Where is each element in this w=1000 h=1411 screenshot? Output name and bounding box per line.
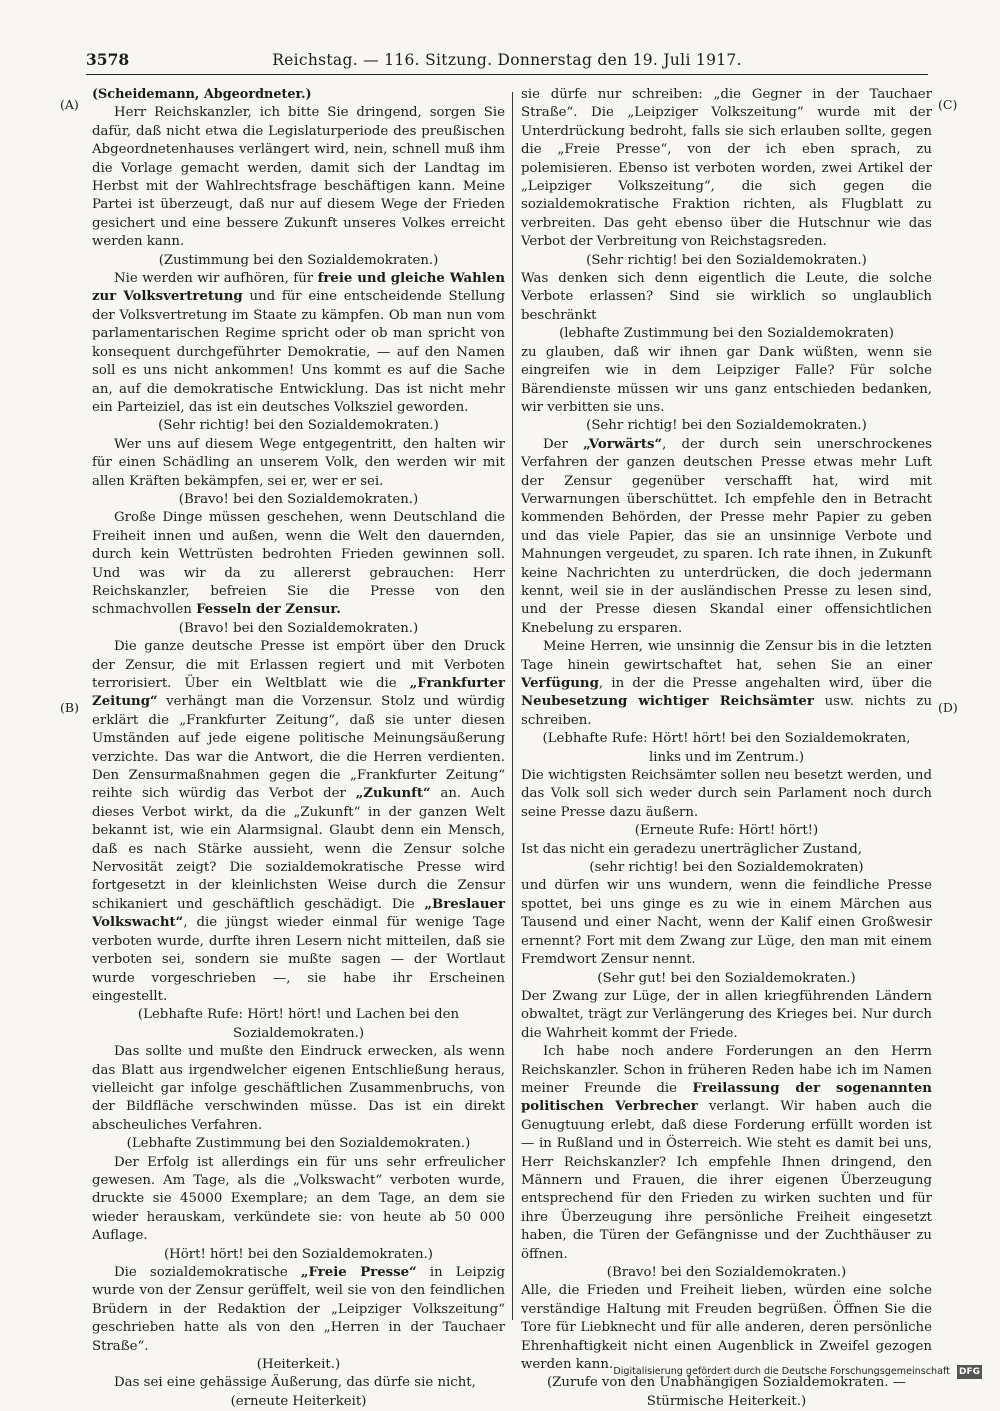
- paragraph: Große Dinge müssen geschehen, wenn Deutschland die Freiheit innen und außen, wenn die Welt den dauernden, durch kein Wettrüsten bedrohten Frieden gewinnen soll. Und was wir da zu allererst gebrauchen: Herr Reichskanzler, befreien Sie die Presse von den schmachvollen Fesseln der Zensur.: [92, 510, 505, 618]
- emphasis: „Frankfurter Zeitung“: [92, 676, 505, 710]
- emphasis: „Zukunft“: [355, 786, 431, 802]
- paragraph: Die wichtigsten Reichsämter sollen neu besetzt werden, und das Volk soll sich weder durch sein Parlament noch durch seine Presse dazu äußern.: [521, 768, 932, 820]
- margin-marker-d: (D): [938, 700, 958, 715]
- paragraph: Meine Herren, wie unsinnig die Zensur bis in die letzten Tage hinein gewirtschaftet hat, sehen Sie an einer Verfügung, in der die Presse angehalten wird, über die Neubesetzung wichtiger Reichsämter usw. nichts zu schreiben.: [521, 639, 933, 728]
- interjection: (Bravo! bei den Sozialdemokraten.): [178, 620, 419, 636]
- paragraph: Nie werden wir aufhören, für freie und gleiche Wahlen zur Volksvertretung und für eine entscheidende Stellung der Volksvertretung im Staate zu kämpfen. Ob man nun vom parlamentarischen Regime spricht oder ob man spricht von konsequent durchgeführter Demokratie, — auf den Namen soll es uns nicht ankommen! Uns kommt es auf die Sache an, auf die demokratische Entwicklung. Das ist nicht mehr ein Parteiziel, das ist ein deutsches Volksziel geworden.: [92, 271, 505, 415]
- emphasis: Verfügung: [521, 676, 599, 691]
- interjection: (sehr richtig! bei den Sozialdemokraten): [589, 860, 864, 876]
- emphasis: Neubesetzung wichtiger Reichsämter: [521, 694, 814, 710]
- interjection: (Sehr richtig! bei den Sozialdemokraten.): [586, 252, 867, 268]
- page-title: Reichstag. — 116. Sitzung. Donnerstag den 19. Juli 1917.: [272, 51, 742, 69]
- interjection: Sozialdemokraten.): [232, 1025, 365, 1041]
- paragraph: zu glauben, daß wir ihnen gar Dank wüßten, wenn sie eingreifen wie in dem Leipziger Falle? Für solche Bärendienste müssen wir uns ganz entschieden bedanken, wir verbitten sie uns.: [521, 344, 932, 415]
- header-rule: [86, 74, 928, 75]
- speaker-line: [92, 86, 505, 104]
- paragraph: Ist das nicht ein geradezu unerträglicher Zustand,: [521, 841, 862, 857]
- right-column: [521, 86, 932, 1411]
- paragraph: Herr Reichskanzler, ich bitte Sie dringend, sorgen Sie dafür, daß nicht etwa die Legislaturperiode des preußischen Abgeordnetenhauses verlängert wird, nein, schnell muß ihm die Vorlage gemacht werden, damit sich der Landtag im Herbst mit der Wahlrechtsfrage beschäftigen kann. Meine Partei ist überzeugt, daß nur auf diesem Wege der Frieden gesichert und eine bessere Zukunft unseres Volkes erreicht werden kann.: [92, 105, 505, 250]
- emphasis: Fesseln der Zensur.: [196, 602, 341, 618]
- interjection: (Lebhafte Rufe: Hört! hört! und Lachen bei den: [137, 1007, 460, 1023]
- interjection: (Bravo! bei den Sozialdemokraten.): [606, 1265, 847, 1280]
- paragraph: Das sollte und mußte den Eindruck erwecken, als wenn das Blatt aus irgendwelcher eigenen Entschließung heraus, vielleicht gar infolge geschäftlichen Zusammenbruchs, von der Bildfläche verschwinden müsse. Das ist ein direkt abscheuliches Verfahren.: [92, 1044, 505, 1133]
- interjection: Stürmische Heiterkeit.): [646, 1393, 807, 1409]
- interjection: (Hört! hört! bei den Sozialdemokraten.): [163, 1246, 433, 1262]
- paragraph: Alle, die Frieden und Freiheit lieben, würden eine solche verständige Haltung mit Freuden begrüßen. Öffnen Sie die Tore für Liebknecht und für alle anderen, deren persönliche Ehrenhaftigkeit nicht einen Augenblick in Zweifel gezogen werden kann.: [521, 1283, 932, 1373]
- interjection: (Heiterkeit.): [256, 1357, 341, 1373]
- interjection: links und im Zentrum.): [648, 749, 805, 765]
- margin-marker-c: (C): [938, 97, 958, 112]
- paragraph: Der „Vorwärts“, der durch sein unerschrockenes Verfahren der ganzen deutschen Presse etwas mehr Luft der Zensur gegenüber verschafft hat, wird mit Verwarnungen überschüttet. Ich empfehle den in Betracht kommenden Behörden, der Presse mehr Papier zu geben und das viele Papier, das sie an unsinnige Verbote und Mahnungen vergeudet, zu sparen. Ich rate ihnen, in Zukunft keine Nachrichten zu unterdrücken, die doch jedermann kennt, weil sie in der ausländischen Presse zu lesen sind, und der Presse diesen Skandal einer offensichtlichen Knebelung zu ersparen.: [521, 436, 932, 636]
- interjection: (erneute Heiterkeit): [230, 1393, 367, 1409]
- emphasis: Freilassung der sogenannten politischen Verbrecher: [521, 1080, 932, 1115]
- paragraph: Was denken sich denn eigentlich die Leute, die solche Verbote erlassen? Sind sie wirklich so unglaublich beschränkt: [521, 271, 932, 323]
- paragraph: sie dürfe nur schreiben: „die Gegner in der Tauchaer Straße“. Die „Leipziger Volkszeitung“ wurde mit der Unterdrückung bedroht, falls sie sich erlauben sollte, gegen die „Freie Presse“, von der ich eben sprach, zu polemisieren. Ebenso ist verboten worden, zwei Artikel der „Leipziger Volkszeitung“, die sich gegen die sozialdemokratische Fraktion richten, als Flugblatt zu verbreiten. Das geht ebenso über die Hutschnur wie das Verbot der Verbreitung von Reichstagsreden.: [521, 87, 932, 250]
- page-number: 3578: [86, 50, 130, 69]
- interjection: (lebhafte Zustimmung bei den Sozialdemokraten): [559, 326, 894, 342]
- paragraph: Die ganze deutsche Presse ist empört über den Druck der Zensur, die mit Erlassen regiert und mit Verboten terrorisiert. Über ein Weltblatt wie die „Frankfurter Zeitung“ verhängt man die Vorzensur. Stolz und würdig erklärt die „Frankfurter Zeitung“, daß sie unter diesen Umständen auf jede eigene politische Meinungsäußerung verzichte. Das war die Antwort, die die Herren verdienten. Den Zensurmaßnahmen gegen die „Frankfurter Zeitung“ reihte sich würdig das Verbot der „Zukunft“ an. Auch dieses Verbot wirkt, da die „Zukunft“ in der ganzen Welt bekannt ist, wie ein Alarmsignal. Glaubt denn ein Mensch, daß es nach Stärke aussieht, wenn die Zensur solche Nervosität zeigt? Die sozialdemokratische Presse wird fortgesetzt in der kleinlichsten Weise durch die Zensur schikaniert und geschäftlich geschädigt. Die „Breslauer Volkswacht“, die jüngst wieder einmal für wenige Tage verboten wurde, durfte ihren Lesern nicht mitteilen, daß sie verboten sei, sondern sie mußte sagen — der Wortlaut wurde vorgeschrieben —, sie habe ihr Erscheinen eingestellt.: [92, 639, 505, 1004]
- paragraph: Wer uns auf diesem Wege entgegentritt, den halten wir für einen Schädling an unserem Volk, den werden wir mit allen Kräften bekämpfen, sei er, wer er sei.: [92, 436, 505, 489]
- emphasis: „Breslauer Volkswacht“: [92, 896, 505, 931]
- paragraph: Der Erfolg ist allerdings ein für uns sehr erfreulicher gewesen. Am Tage, als die „Volkswacht“ verboten wurde, druckte sie 45000 Exemplare; an dem Tage, an dem sie wieder herauskam, verkündete sie: von heute ab 50 000 Auflage.: [92, 1154, 505, 1244]
- interjection: (Zurufe von den Unabhängigen Sozialdemokraten. —: [546, 1375, 907, 1391]
- interjection: (Sehr richtig! bei den Sozialdemokraten.): [586, 418, 867, 434]
- dfg-logo: DFG: [958, 1367, 980, 1377]
- footer-credit: [613, 1365, 982, 1379]
- margin-marker-b: (B): [60, 700, 79, 715]
- footer-text: Digitalisierung gefördert durch die Deutsche Forschungsgemeinschaft: [613, 1366, 950, 1377]
- margin-marker-a: (A): [60, 97, 79, 112]
- interjection: (Lebhafte Rufe: Hört! hört! bei den Sozialdemokraten,: [542, 731, 911, 747]
- interjection: (Erneute Rufe: Hört! hört!): [634, 823, 819, 839]
- emphasis: „Freie Presse“: [300, 1265, 417, 1280]
- interjection: (Zustimmung bei den Sozialdemokraten.): [158, 252, 439, 268]
- paragraph: Das sei eine gehässige Äußerung, das dürfe sie nicht,: [114, 1375, 476, 1391]
- paragraph: Die sozialdemokratische „Freie Presse“ in Leipzig wurde von der Zensur gerüffelt, weil sie von den feindlichen Brüdern in der Redaktion der „Leipziger Volkszeitung“ geschrieben hatte als von den „Herren in der Tauchaer Straße“.: [92, 1265, 505, 1354]
- column-divider: [512, 92, 513, 1320]
- left-column: [92, 86, 505, 1411]
- emphasis: „Vorwärts“: [583, 436, 663, 452]
- interjection: (Sehr gut! bei den Sozialdemokraten.): [597, 970, 856, 986]
- speaker-name: (Scheidemann, Abgeordneter.): [92, 87, 312, 102]
- emphasis: freie und gleiche Wahlen zur Volksvertretung: [92, 271, 505, 305]
- page-header: [86, 48, 928, 72]
- interjection: (Lebhafte Zustimmung bei den Sozialdemokraten.): [126, 1136, 471, 1152]
- paragraph: Der Zwang zur Lüge, der in allen kriegführenden Ländern obwaltet, trägt zur Verlängerung des Krieges bei. Nur durch die Wahrheit kommt der Friede.: [521, 988, 932, 1041]
- paragraph: und dürfen wir uns wundern, wenn die feindliche Presse spottet, bei uns ginge es zu wie in einem Märchen aus Tausend und einer Nacht, wenn der Kalif einen Großwesir ernennt? Fort mit dem Zwang zur Lüge, den man mit einem Fremdwort Zensur nennt.: [521, 878, 932, 968]
- paragraph: Ich habe noch andere Forderungen an den Herrn Reichskanzler. Schon in früheren Reden habe ich im Namen meiner Freunde die Freilassung der sogenannten politischen Verbrecher verlangt. Wir haben auch die Genugtuung erlebt, daß diese Forderung erfüllt worden ist — in Rußland und in Österreich. Wie steht es damit bei uns, Herr Reichskanzler? Ich empfehle Ihnen dringend, den Männern und Frauen, die ihrer eigenen Überzeugung entsprechend für den Frieden zu wirken suchten und für ihre Überzeugung ihre persönliche Freiheit eingesetzt haben, die Türen der Gefängnisse und der Zuchthäuser zu öffnen.: [521, 1044, 932, 1262]
- interjection: (Sehr richtig! bei den Sozialdemokraten.): [158, 418, 439, 434]
- interjection: (Bravo! bei den Sozialdemokraten.): [178, 491, 419, 507]
